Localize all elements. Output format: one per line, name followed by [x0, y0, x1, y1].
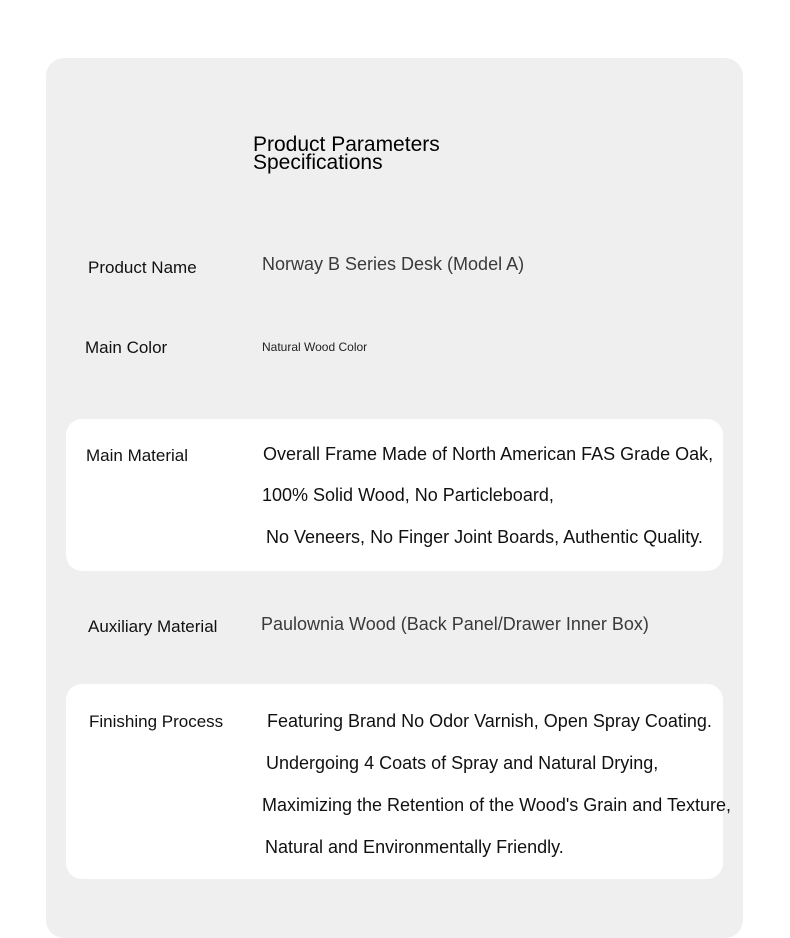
- finishing-process-label: Finishing Process: [89, 712, 224, 731]
- product-name-value: Norway B Series Desk (Model A): [262, 254, 525, 274]
- main-color-value: Natural Wood Color: [262, 340, 368, 354]
- main-material-line-1: Overall Frame Made of North American FAS Grade Oak,: [263, 444, 714, 464]
- finishing-process-line-1: Featuring Brand No Odor Varnish, Open Spray Coating.: [267, 711, 712, 731]
- title-line-1: Product Parameters: [253, 133, 440, 156]
- main-color-label: Main Color: [85, 338, 168, 357]
- page-title: [253, 133, 440, 174]
- main-material-line-3: No Veneers, No Finger Joint Boards, Authentic Quality.: [266, 527, 703, 547]
- product-name-label: Product Name: [88, 258, 197, 277]
- title-line-2: Specifications: [253, 151, 383, 174]
- auxiliary-material-label: Auxiliary Material: [88, 617, 218, 636]
- finishing-process-line-2: Undergoing 4 Coats of Spray and Natural Drying,: [266, 753, 659, 773]
- finishing-process-line-4: Natural and Environmentally Friendly.: [265, 837, 564, 857]
- main-material-label: Main Material: [86, 446, 189, 465]
- auxiliary-material-value: Paulownia Wood (Back Panel/Drawer Inner Box): [261, 614, 649, 634]
- main-material-line-2: 100% Solid Wood, No Particleboard,: [262, 485, 554, 505]
- finishing-process-line-3: Maximizing the Retention of the Wood's Grain and Texture,: [262, 795, 732, 815]
